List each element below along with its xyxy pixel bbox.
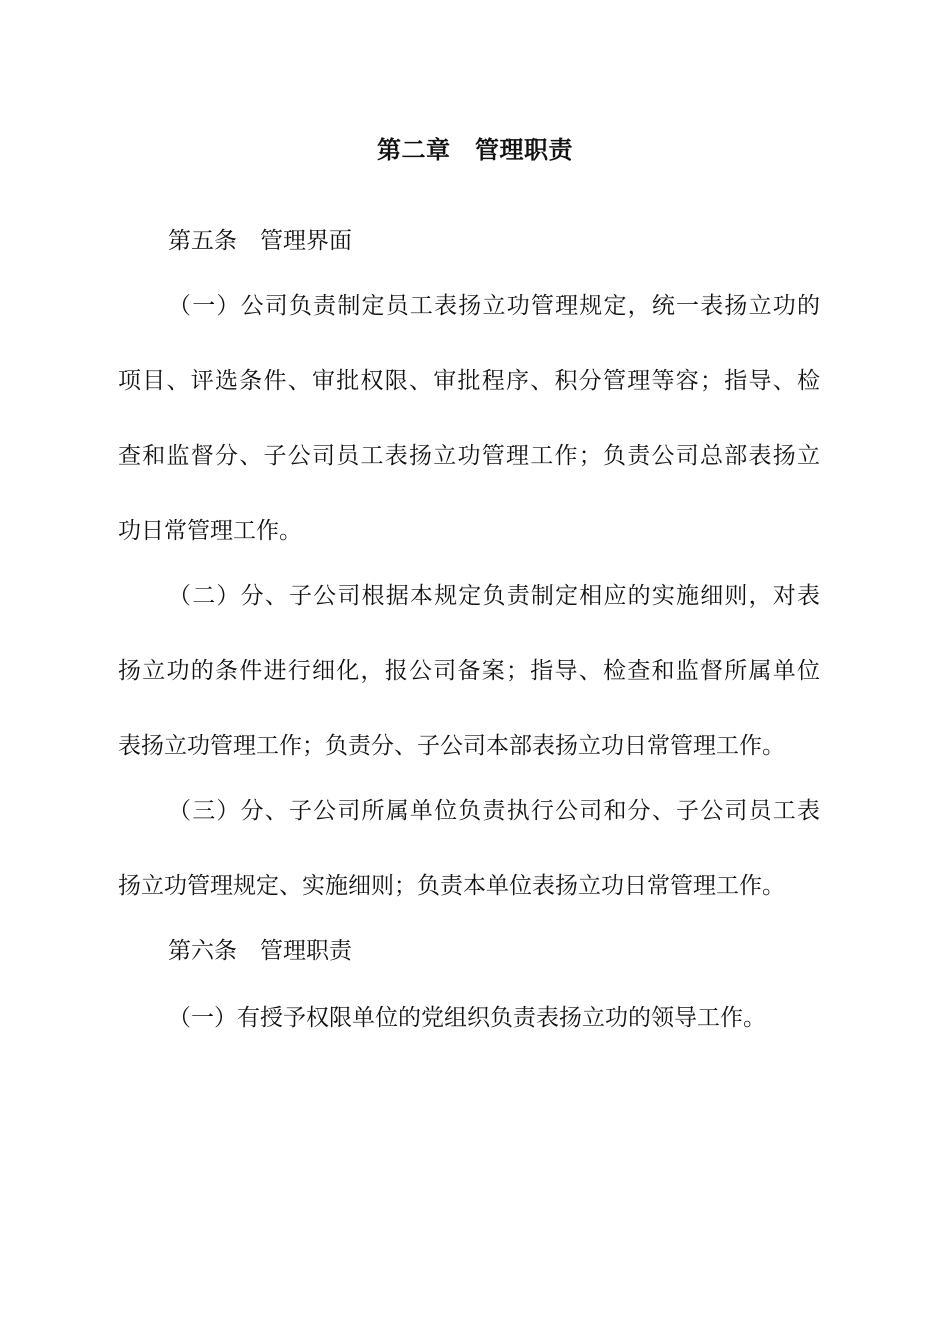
article-five-item1-line1: （一）公司负责制定员工表扬立功管理规定，统一表扬立功的 bbox=[168, 293, 820, 319]
article-five-item2-line1: （二）分、子公司根据本规定负责制定相应的实施细则，对表 bbox=[168, 583, 820, 609]
article-six-item1-line1: （一）有授予权限单位的党组织负责表扬立功的领导工作。 bbox=[168, 1005, 766, 1031]
article-five-heading: 第五条 管理界面 bbox=[168, 228, 352, 254]
article-five-item1-line3: 查和监督分、子公司员工表扬立功管理工作；负责公司总部表扬立 bbox=[118, 443, 820, 469]
article-six-heading: 第六条 管理职责 bbox=[168, 938, 352, 964]
article-five-item3-line2: 扬立功管理规定、实施细则；负责本单位表扬立功日常管理工作。 bbox=[118, 873, 785, 899]
article-five-item2-line2: 扬立功的条件进行细化，报公司备案；指导、检查和监督所属单位 bbox=[118, 658, 820, 684]
article-five-item2-line3: 表扬立功管理工作；负责分、子公司本部表扬立功日常管理工作。 bbox=[118, 733, 785, 759]
article-five-item3-line1: （三）分、子公司所属单位负责执行公司和分、子公司员工表 bbox=[168, 798, 820, 824]
article-five-item1-line4: 功日常管理工作。 bbox=[118, 518, 302, 544]
article-five-item1-line2: 项目、评选条件、审批权限、审批程序、积分管理等容；指导、检 bbox=[118, 368, 820, 394]
chapter-title: 第二章 管理职责 bbox=[377, 136, 573, 164]
